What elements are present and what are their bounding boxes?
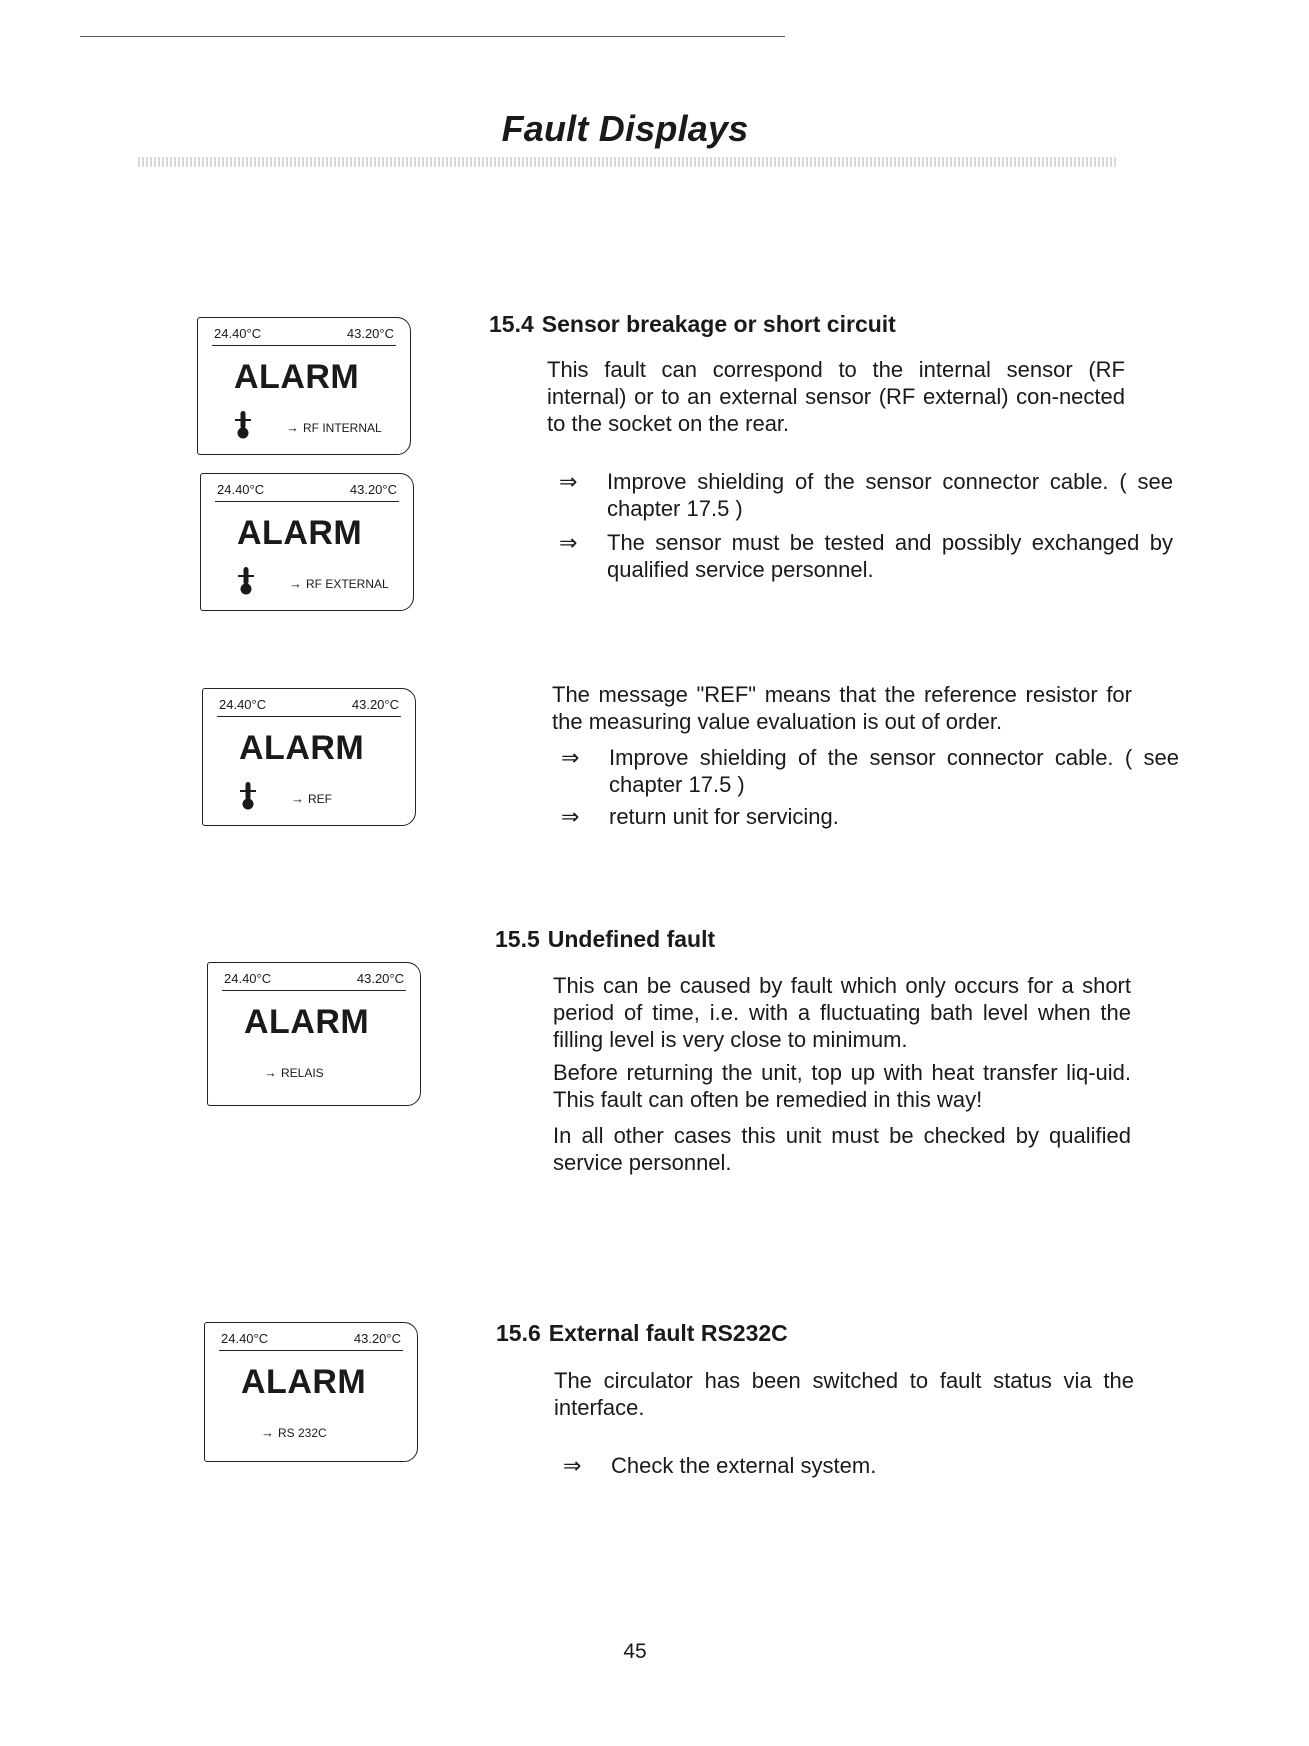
thermometer-icon [235,566,257,596]
arrow-icon: → [264,1065,277,1080]
lcd-temp-actual: 24.40°C [224,971,272,986]
lcd-fault-message: → RELAIS [264,1065,324,1080]
lcd-fault-message: → RF EXTERNAL [289,576,389,591]
lcd-temp-setpoint: 43.20°C [346,326,394,341]
double-arrow-icon: ⇒ [561,745,580,770]
page-title: Fault Displays [501,108,749,149]
lcd-temp-setpoint: 43.20°C [349,482,397,497]
lcd-temp-setpoint: 43.20°C [351,697,399,712]
lcd-temp-actual: 24.40°C [217,482,265,497]
double-arrow-icon: ⇒ [559,469,578,494]
section-15-5-paragraph: In all other cases this unit must be checked by qualified service personnel. [553,1123,1131,1175]
bullet-item: ⇒ Improve shielding of the sensor connector cable. ( see chapter 17.5 ) [559,469,1173,521]
lcd-divider [215,501,399,502]
thermometer-icon [237,781,259,811]
arrow-icon: → [289,576,302,591]
section-15-6-paragraph: The circulator has been switched to fault status via the interface. [554,1368,1134,1420]
lcd-alarm-text: ALARM [241,1363,367,1401]
lcd-display-rf-internal [197,317,411,455]
lcd-divider [217,716,401,717]
lcd-display-rs232c [204,1322,418,1462]
lcd-temp-setpoint: 43.20°C [353,1331,401,1346]
lcd-display-ref [202,688,416,826]
arrow-icon: → [291,791,304,806]
section-15-4-heading [489,311,896,338]
section-15-4-intro: This fault can correspond to the internal sensor (RF internal) or to an external sensor (RF external) con-nected to the socket on the rear. [547,357,1125,436]
section-number: 15.4 [489,311,534,337]
section-15-5-paragraph: Before returning the unit, top up with heat transfer liq-uid. This fault can often be remedied in this way! [553,1060,1131,1112]
arrow-icon: → [261,1425,274,1440]
lcd-divider [222,990,406,991]
bullet-item: ⇒ The sensor must be tested and possibly exchanged by qualified service personnel. [559,530,1173,582]
section-number: 15.5 [495,926,540,952]
lcd-temp-actual: 24.40°C [221,1331,269,1346]
double-arrow-icon: ⇒ [563,1453,582,1478]
lcd-alarm-text: ALARM [244,1003,370,1041]
section-15-5-paragraph: This can be caused by fault which only occurs for a short period of time, i.e. with a fluctuating bath level when the filling level is very close to minimum. [553,973,1131,1052]
lcd-fault-message: → RS 232C [261,1425,327,1440]
title-band [138,157,1118,167]
bullet-item: ⇒ Check the external system. [563,1453,877,1478]
ref-message-text: The message "REF" means that the reference resistor for the measuring value evaluation is out of order. [552,682,1132,734]
bullet-item: ⇒ Improve shielding of the sensor connector cable. ( see chapter 17.5 ) [561,745,1179,797]
lcd-divider [219,1350,403,1351]
lcd-fault-message: → REF [291,791,332,806]
lcd-temp-actual: 24.40°C [214,326,262,341]
lcd-temp-actual: 24.40°C [219,697,267,712]
lcd-temp-setpoint: 43.20°C [356,971,404,986]
section-title: Sensor breakage or short circuit [541,311,896,337]
section-title: Undefined fault [547,926,716,952]
top-rule [80,36,785,37]
double-arrow-icon: ⇒ [559,530,578,555]
page-number: 45 [623,1640,647,1663]
lcd-divider [212,345,396,346]
section-number: 15.6 [496,1320,541,1346]
lcd-alarm-text: ALARM [239,729,365,767]
lcd-display-rf-external [200,473,414,611]
arrow-icon: → [286,420,299,435]
bullet-item: ⇒ return unit for servicing. [561,804,839,829]
thermometer-icon [232,410,254,440]
lcd-fault-message: → RF INTERNAL [286,420,382,435]
lcd-alarm-text: ALARM [237,514,363,552]
section-title: External fault RS232C [548,1320,788,1346]
double-arrow-icon: ⇒ [561,804,580,829]
lcd-alarm-text: ALARM [234,358,360,396]
section-15-6-heading [496,1320,788,1347]
lcd-display-relais [207,962,421,1106]
section-15-5-heading [495,926,715,953]
